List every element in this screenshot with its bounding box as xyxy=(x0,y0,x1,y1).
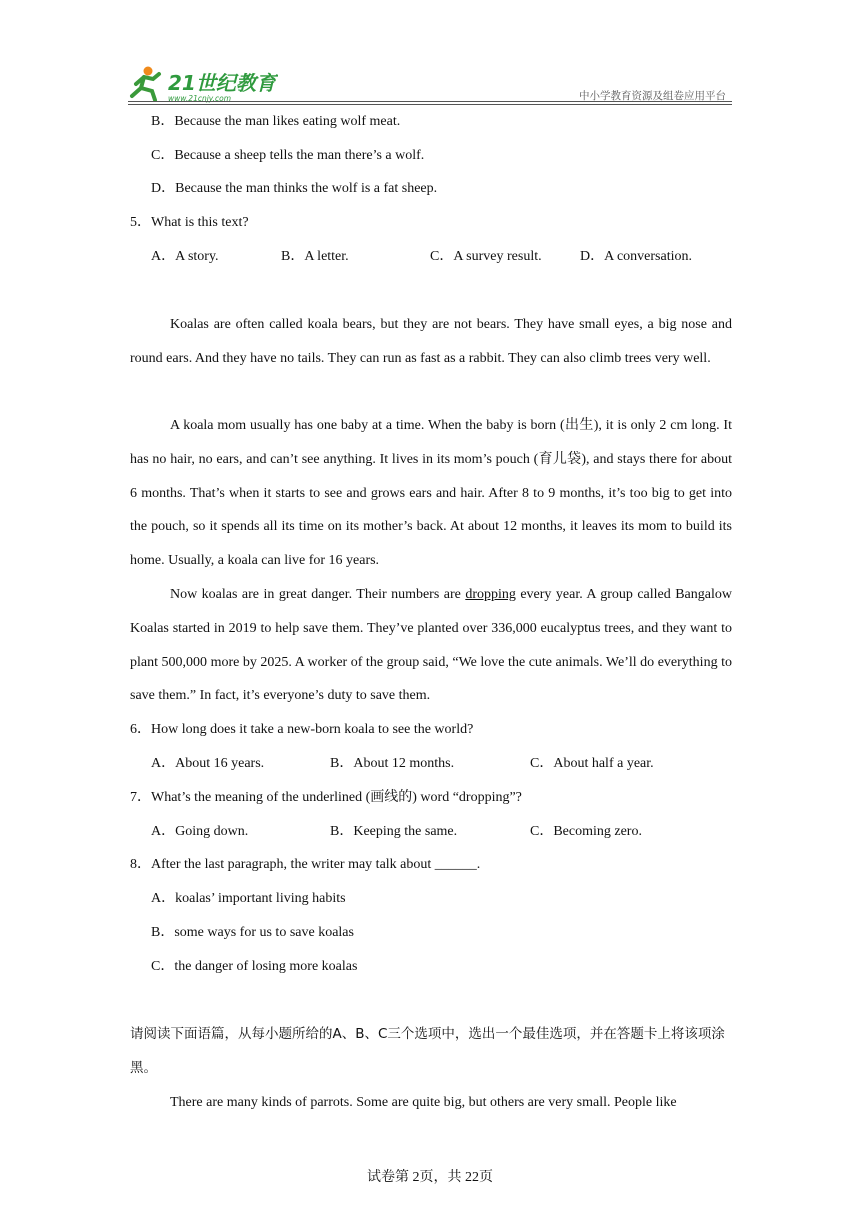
q8-option-a: A．koalas’ important living habits xyxy=(151,891,346,906)
q5-option-a: A．A story. xyxy=(151,249,219,264)
q7-option-c: C．Becoming zero. xyxy=(530,824,642,839)
q6-stem: 6．How long does it take a new-born koala to see the world? xyxy=(130,722,474,737)
q7-option-a: A．Going down. xyxy=(151,824,249,839)
q7-stem: 7．What’s the meaning of the underlined (画线的) word “dropping”? xyxy=(130,790,522,805)
header-rule-thin xyxy=(128,104,732,105)
underlined-word: dropping xyxy=(465,587,516,602)
passage-paragraph-3: Now koalas are in great danger. Their numbers are dropping every year. A group called Bangalow Koalas started in 2019 to help save them. They’ve planted over 336,000 eucalyptus trees, and they want to plant 500,000 more by 2025. A worker of the group said, “We love the cute animals. We’ll do everything to save them.” In fact, it’s everyone’s duty to save them. xyxy=(130,587,732,704)
q8-stem: 8．After the last paragraph, the writer may talk about ______. xyxy=(130,857,481,872)
passage-paragraph-2: A koala mom usually has one baby at a time. When the baby is born (出生), it is only 2 cm long. It has no hair, no ears, and can’t see anything. It lives in its mom’s pouch (育儿袋), and stays there for about 6 months. That’s when it starts to see and grows ears and hair. After 8 to 9 months, it’s too big to get into the pouch, so it spends all its time on its mother’s back. At about 12 months, it leaves its mom to build its home. Usually, a koala can live for 16 years. xyxy=(130,418,732,569)
section-instructions: 请阅读下面语篇，从每小题所给的A、B、C三个选项中，选出一个最佳选项，并在答题卡上将该项涂黑。 xyxy=(130,1026,725,1076)
q4-option-c: C．Because a sheep tells the man there’s a wolf. xyxy=(151,148,425,163)
q5-option-b: B．A letter. xyxy=(281,249,349,264)
site-logo xyxy=(128,62,278,104)
q6-option-b: B．About 12 months. xyxy=(330,756,455,771)
q5-stem: 5．What is this text? xyxy=(130,215,249,230)
q8-option-c: C．the danger of losing more koalas xyxy=(151,959,358,974)
q6-option-a: A．About 16 years. xyxy=(151,756,265,771)
q4-option-b: B．Because the man likes eating wolf meat. xyxy=(151,114,401,129)
page-footer: 试卷第 2页，共 22页 xyxy=(367,1170,493,1185)
q4-option-d: D．Because the man thinks the wolf is a fat sheep. xyxy=(151,181,438,196)
logo-text: 21世纪教育 xyxy=(168,71,276,95)
q8-option-b: B．some ways for us to save koalas xyxy=(151,925,354,940)
q6-option-c: C．About half a year. xyxy=(530,756,654,771)
q5-option-d: D．A conversation. xyxy=(580,249,692,264)
q7-option-b: B．Keeping the same. xyxy=(330,824,458,839)
passage-paragraph-1: Koalas are often called koala bears, but they are not bears. They have small eyes, a big nose and round ears. And they have no tails. They can run as fast as a rabbit. They can also climb trees very well. xyxy=(130,317,732,366)
q5-option-c: C．A survey result. xyxy=(430,249,542,264)
logo-subtext: www.21cnjy.com xyxy=(168,94,232,103)
running-figure-icon xyxy=(132,67,159,101)
next-passage-line: There are many kinds of parrots. Some are quite big, but others are very small. People like xyxy=(170,1095,677,1110)
site-name: 中小学教育资源及组卷应用平台 xyxy=(579,90,726,102)
header-rule xyxy=(128,101,732,102)
